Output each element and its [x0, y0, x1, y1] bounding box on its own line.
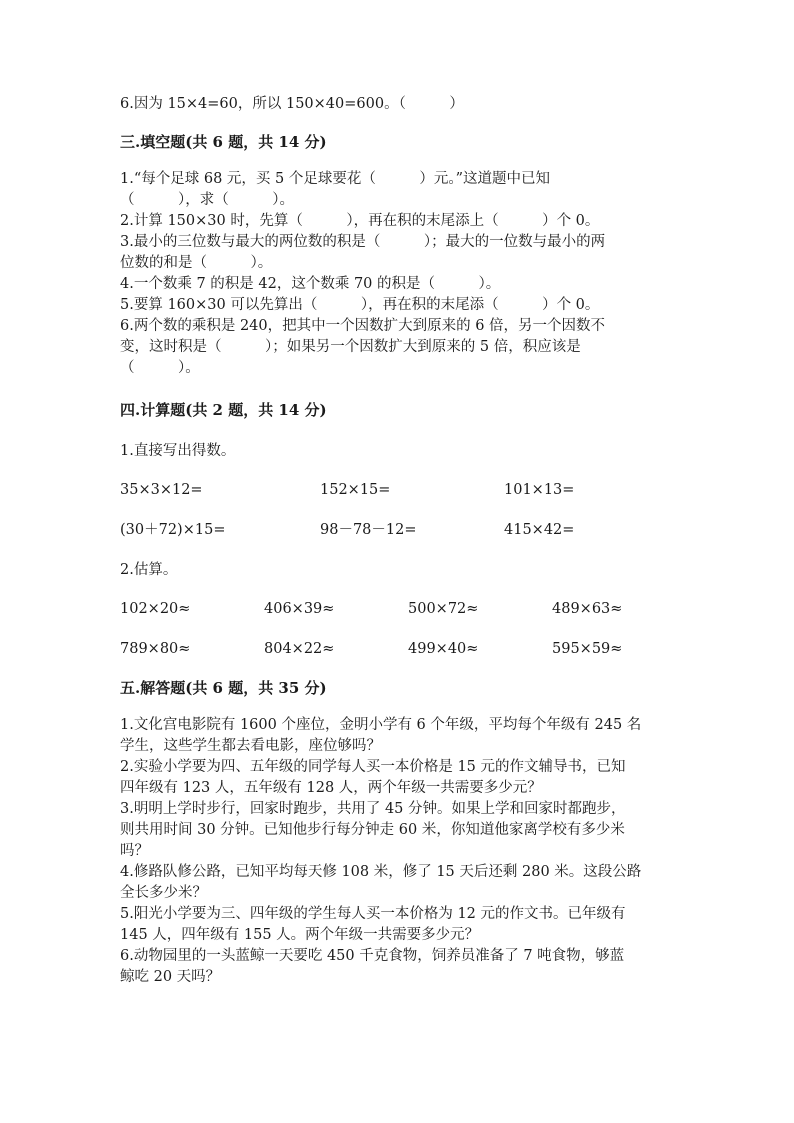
section3-line: 5.要算 160×30 可以先算出（ ），再在积的末尾添（ ）个 0。	[120, 297, 600, 313]
section5-line: 全长多少米？	[120, 885, 207, 901]
estimate-item: 595×59≈	[552, 641, 623, 657]
section3-line: （ ）。	[120, 360, 200, 376]
section5-line: 6.动物园里的一头蓝鲸一天要吃 450 千克食物，饲养员准备了 7 吨食物，够蓝	[120, 948, 625, 964]
section5-line: 2.实验小学要为四、五年级的同学每人买一本价格是 15 元的作文辅导书，已知	[120, 759, 626, 775]
section5-line: 鲸吃 20 天吗？	[120, 969, 221, 985]
estimate-item: 789×80≈	[120, 641, 191, 657]
section5-line: 四年级有 123 人，五年级有 128 人，两个年级一共需要多少元？	[120, 780, 542, 796]
calc-row	[120, 520, 680, 541]
section3-line: 2.计算 150×30 时，先算（ ），再在积的末尾添上（ ）个 0。	[120, 213, 600, 229]
section5-line: 吗？	[120, 843, 149, 859]
section3-line: 4.一个数乘 7 的积是 42，这个数乘 70 的积是（ ）。	[120, 276, 501, 292]
section4-q1-title: 1.直接写出得数。	[120, 443, 236, 459]
estimate-item: 499×40≈	[408, 641, 479, 657]
section3-title: 三.填空题(共 6 题，共 14 分)	[120, 133, 327, 151]
section4-q2-title: 2.估算。	[120, 562, 178, 578]
calc-item: (30＋72)×15=	[120, 522, 226, 538]
section3-line: 1.“每个足球 68 元，买 5 个足球要花（ ）元。”这道题中已知	[120, 171, 551, 187]
estimate-item: 406×39≈	[264, 601, 335, 617]
calc-item: 152×15=	[320, 482, 391, 498]
worksheet-page	[120, 94, 680, 988]
section5-line: 3.明明上学时步行，回家时跑步，共用了 45 分钟。如果上学和回家时都跑步，	[120, 801, 626, 817]
section5-line: 5.阳光小学要为三、四年级的学生每人买一本价格为 12 元的作文书。已年级有	[120, 906, 626, 922]
section5-line: 1.文化宫电影院有 1600 个座位，金明小学有 6 个年级，平均每个年级有 245 名	[120, 717, 642, 733]
section5-line: 则共用时间 30 分钟。已知他步行每分钟走 60 米，你知道他家离学校有多少米	[120, 822, 625, 838]
estimate-row	[120, 639, 680, 660]
estimate-item: 804×22≈	[264, 641, 335, 657]
section4-title: 四.计算题(共 2 题，共 14 分)	[120, 401, 327, 419]
estimate-row	[120, 599, 680, 620]
section3-line: 3.最小的三位数与最大的两位数的积是（ ）；最大的一位数与最小的两	[120, 234, 606, 250]
section3-line: 6.两个数的乘积是 240，把其中一个因数扩大到原来的 6 倍，另一个因数不	[120, 318, 606, 334]
section3-line: 变，这时积是（ ）；如果另一个因数扩大到原来的 5 倍，积应该是	[120, 339, 581, 355]
section5-title: 五.解答题(共 6 题，共 35 分)	[120, 679, 327, 697]
section5-line: 学生，这些学生都去看电影，座位够吗？	[120, 738, 381, 754]
section3-line: （ ），求（ ）。	[120, 192, 294, 208]
calc-item: 98－78－12=	[320, 522, 417, 538]
calc-item: 35×3×12=	[120, 482, 203, 498]
calc-item: 415×42=	[504, 522, 575, 538]
estimate-item: 500×72≈	[408, 601, 479, 617]
estimate-item: 489×63≈	[552, 601, 623, 617]
calc-item: 101×13=	[504, 482, 575, 498]
section2-item-6: 6.因为 15×4=60，所以 150×40=600。（ ）	[120, 96, 464, 112]
section3-items	[120, 169, 680, 379]
section5-line: 145 人，四年级有 155 人。两个年级一共需要多少元？	[120, 927, 480, 943]
section5-items	[120, 715, 680, 988]
section5-line: 4.修路队修公路，已知平均每天修 108 米，修了 15 天后还剩 280 米。这段公路	[120, 864, 642, 880]
calc-row	[120, 480, 680, 501]
estimate-item: 102×20≈	[120, 601, 191, 617]
section3-line: 位数的和是（ ）。	[120, 255, 273, 271]
